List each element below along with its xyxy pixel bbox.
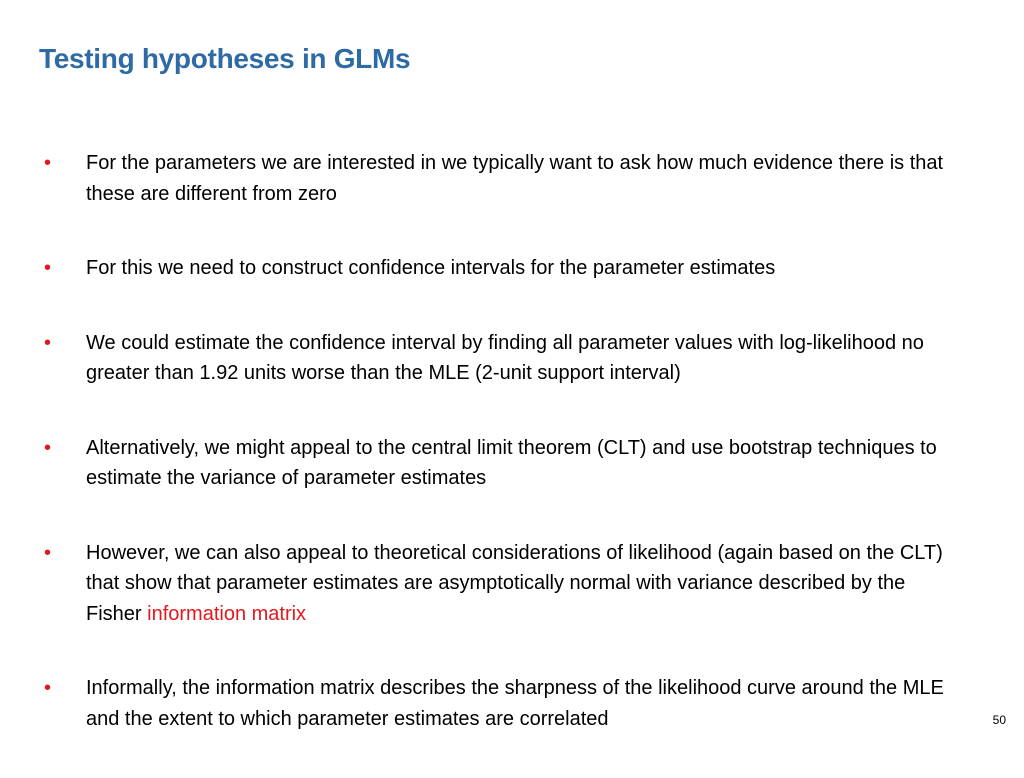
bullet-list	[44, 148, 944, 778]
slide-number: 50	[992, 713, 1006, 727]
bullet-text: However, we can also appeal to theoretical considerations of likelihood (again based on the CLT) that show that parameter estimates are asymptotically normal with variance described by the Fisher	[86, 541, 943, 625]
bullet-icon: •	[44, 436, 52, 459]
bullet-text: We could estimate the confidence interval by finding all parameter values with log-likelihood no greater than 1.92 units worse than the MLE (2-unit support interval)	[86, 331, 924, 384]
bullet-item-1	[44, 148, 944, 209]
highlighted-term: information matrix	[147, 602, 307, 625]
bullet-item-6	[44, 673, 944, 734]
bullet-item-4	[44, 433, 944, 494]
slide-title: Testing hypotheses in GLMs	[39, 43, 411, 74]
bullet-icon: •	[44, 541, 52, 564]
bullet-item-2	[44, 253, 944, 284]
bullet-text: For this we need to construct confidence intervals for the parameter estimates	[86, 257, 776, 279]
bullet-item-3	[44, 328, 944, 389]
bullet-icon: •	[44, 331, 52, 354]
bullet-icon: •	[44, 257, 52, 279]
bullet-item-5	[44, 538, 944, 630]
bullet-icon: •	[44, 677, 52, 699]
bullet-text: For the parameters we are interested in we typically want to ask how much evidence there is that these are different from zero	[86, 152, 944, 205]
bullet-text: Informally, the information matrix describes the sharpness of the likelihood curve around the MLE and the extent to which parameter estimates are correlated	[86, 677, 944, 730]
bullet-text: Alternatively, we might appeal to the central limit theorem (CLT) and use bootstrap techniques to estimate the variance of parameter estimates	[86, 436, 937, 489]
bullet-icon: •	[44, 152, 52, 174]
